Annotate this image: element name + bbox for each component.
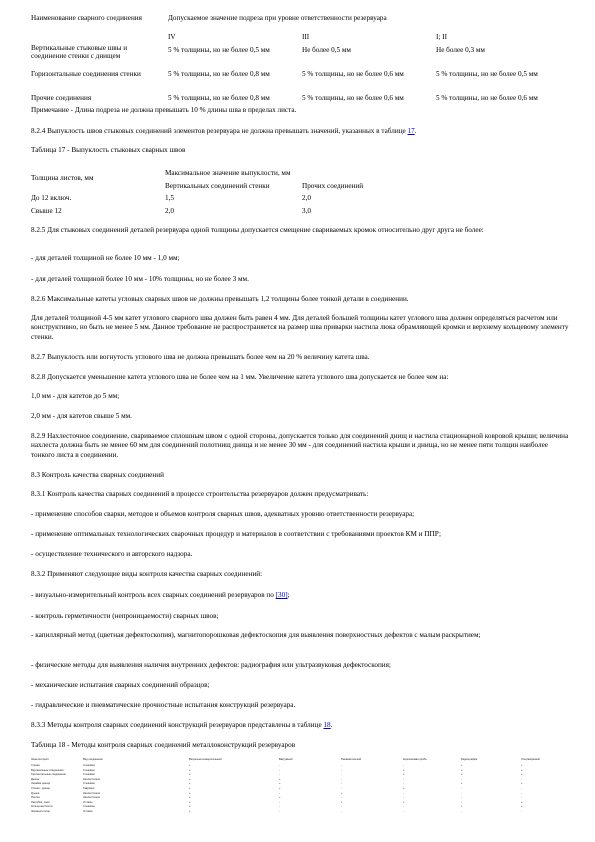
table18-cell: Кольца жесткости: [31, 805, 53, 809]
table-17-link[interactable]: 17: [407, 127, 415, 135]
table18-cell: -: [341, 810, 342, 813]
table18-cell: +: [189, 773, 191, 777]
bullet-item: - капиллярный метод (цветная дефектоскопия), магнитопорошковая дефектоскопия для выявления поверхностных дефектов с малым раскрытием;: [31, 631, 481, 639]
bullet-item: - применение способов сварки, методов и объемов контроля сварных швов, адекватных уровню ответственности резервуара;: [31, 510, 415, 518]
table18-cell: -: [403, 791, 404, 795]
table18-cell: -: [341, 782, 342, 786]
table18-cell: +: [189, 768, 191, 772]
table18-cell: Нахлесточное: [83, 796, 101, 800]
table17-row-other: 2,0: [302, 194, 311, 202]
table16-level-iv: IV: [168, 33, 176, 41]
table18-cell: +: [189, 787, 191, 790]
table17-sub-other: Прочих соединений: [302, 182, 364, 190]
table-18: [31, 758, 571, 818]
paragraph-8-2-4: [31, 127, 417, 135]
table17-row-vertical: 2,0: [165, 207, 174, 215]
table18-header: Пневматический: [341, 758, 362, 761]
bullet-item: - осуществление технического и авторского надзора.: [31, 550, 193, 558]
bullet-item: - механические испытания сварных соединений образцов;: [31, 681, 210, 689]
table18-cell: +: [189, 782, 191, 786]
table16-cell: 5 % толщины, но не более 0,8 мм: [168, 94, 270, 102]
table18-cell: -: [279, 791, 280, 795]
table18-cell: -: [341, 787, 342, 790]
table18-caption: Таблица 18 - Методы контроля сварных соединений металлоконструкций резервуаров: [31, 741, 296, 749]
table18-cell: -: [403, 782, 404, 786]
paragraph-8-2-6: 8.2.6 Максимальные катеты угловых сварных швов не должны превышать 1,2 толщины более тонкой детали в соединении.: [31, 295, 409, 303]
bullet-item: [31, 591, 571, 600]
table18-cell: +: [279, 777, 281, 781]
bullet-item: - для деталей толщиной не более 10 мм - 1,0 мм;: [31, 254, 180, 262]
table18-cell: +: [189, 805, 191, 809]
paragraph-8-2-7: 8.2.7 Выпуклость или вогнутость углового шва не должна превышать более чем на 20 % величину катета шва.: [31, 353, 370, 361]
paragraph-8-3-3: [31, 721, 571, 730]
table16-row-name: Прочие соединения: [31, 94, 92, 102]
table17-sub-vertical: Вертикальных соединений стенки: [165, 182, 270, 190]
table18-cell: -: [279, 773, 280, 777]
paragraph-8-3-1: 8.3.1 Контроль качества сварных соединений в процессе строительства резервуаров должен предусматривать:: [31, 490, 369, 498]
table17-row-other: 3,0: [302, 207, 311, 215]
list-item: 1,0 мм - для катетов до 5 мм;: [31, 392, 120, 400]
table18-cell: Крыша: [31, 791, 40, 795]
table18-cell: +: [461, 805, 463, 809]
table18-cell: Элементы опор: [31, 810, 50, 813]
table18-cell: +: [461, 773, 463, 777]
table18-cell: Днище: [31, 777, 40, 781]
table18-cell: Стыковое: [83, 782, 95, 786]
table17-col-thickness: Толщина листов, мм: [31, 174, 94, 182]
table18-cell: -: [341, 764, 342, 767]
table18-cell: -: [279, 768, 280, 772]
table18-cell: +: [521, 782, 523, 786]
table18-cell: Стенка - днище: [31, 787, 50, 790]
table16-level-i-ii: I; II: [436, 33, 447, 41]
table18-cell: Нахлесточное: [83, 777, 101, 781]
table18-cell: -: [279, 764, 280, 767]
table18-cell: -: [279, 805, 280, 809]
table18-cell: Окрайка днища: [31, 782, 50, 786]
table17-row-thickness: Свыше 12: [31, 207, 62, 215]
table16-cell: 5 % толщины, но не более 0,6 мм: [302, 70, 404, 78]
table18-cell: +: [521, 773, 523, 777]
section-heading-8-3: 8.3 Контроль качества сварных соединений: [31, 471, 164, 479]
paragraph-8-3-2: 8.3.2 Применяют следующие виды контроля качества сварных соединений:: [31, 570, 263, 578]
table18-cell: +: [521, 800, 523, 804]
paragraph-end: .: [414, 127, 417, 135]
table18-cell: +: [341, 800, 343, 804]
table16-col-value-header: Допускаемое значение подреза при уровне ответственности резервуара: [168, 14, 387, 22]
table18-cell: +: [279, 787, 281, 790]
table18-cell: Тавровое: [83, 787, 95, 790]
table18-cell: Стыковое: [83, 773, 95, 777]
table18-cell: -: [279, 800, 280, 804]
table18-cell: -: [403, 777, 404, 781]
table18-cell: +: [189, 777, 191, 781]
table18-cell: Понтон: [31, 796, 40, 800]
table18-cell: Стыковое: [83, 768, 95, 772]
list-item: 2,0 мм - для катетов свыше 5 мм.: [31, 412, 132, 420]
table18-cell: +: [521, 805, 523, 809]
table18-cell: +: [403, 768, 405, 772]
table18-cell: +: [403, 800, 405, 804]
table18-cell: +: [461, 764, 463, 767]
paragraph-text: 8.3.3 Методы контроля сварных соединений конструкций резервуаров представлены в таблице: [31, 721, 324, 729]
table18-header: Вакуумный: [279, 758, 293, 761]
bullet-item: - для деталей толщиной более 10 мм - 10% толщины, но не более 3 мм.: [31, 275, 249, 283]
table18-cell: Патрубки, люки: [31, 800, 50, 804]
table18-cell: -: [461, 791, 462, 795]
table18-cell: +: [521, 764, 523, 767]
table18-cell: -: [521, 796, 522, 800]
table18-cell: -: [521, 777, 522, 781]
table18-cell: -: [521, 791, 522, 795]
paragraph-end: .: [330, 721, 333, 729]
table16-cell: Не более 0,3 мм: [436, 46, 485, 54]
table18-header: Зона контроля: [31, 758, 49, 761]
table18-cell: -: [461, 800, 462, 804]
table18-cell: +: [521, 768, 523, 772]
table17-caption: Таблица 17 - Выпуклость стыковых сварных швов: [31, 146, 186, 154]
table18-cell: -: [403, 764, 404, 767]
table18-header: Вид соединения: [83, 758, 103, 761]
table18-cell: -: [461, 777, 462, 781]
table18-header: Радиография: [461, 758, 478, 761]
table18-cell: -: [341, 768, 342, 772]
table16-note: Примечание - Длина подреза не должна превышать 10 % длины шва в пределах листа.: [31, 106, 297, 114]
table16-cell: 5 % толщины, но не более 0,6 мм: [436, 94, 538, 102]
table18-cell: -: [461, 787, 462, 790]
table18-cell: -: [341, 805, 342, 809]
table18-cell: -: [341, 796, 342, 800]
table18-cell: -: [521, 787, 522, 790]
table-18-link[interactable]: 18: [323, 721, 331, 729]
table18-cell: -: [341, 773, 342, 777]
table18-cell: -: [279, 810, 280, 813]
bullet-end: ;: [287, 591, 290, 599]
table18-cell: +: [403, 787, 405, 790]
table18-cell: +: [189, 764, 191, 767]
table18-cell: Горизонтальные соединения: [31, 773, 66, 777]
table16-level-iii: III: [302, 33, 310, 41]
table18-cell: -: [403, 796, 404, 800]
bullet-item: - физические методы для выявления наличия внутренних дефектов: радиография или ультразвуковая дефектоскопия;: [31, 661, 391, 669]
table18-cell: -: [461, 810, 462, 813]
table16-row-name: Вертикальные стыковые швы и соединение стенки с днищем: [31, 44, 128, 60]
table18-cell: Угловое: [83, 810, 93, 813]
paragraph-8-2-9: 8.2.9 Нахлесточное соединение, свариваемое сплошным швом с одной стороны, допускается только для соединений днищ и настила стационарной ковровой крыши; величина нахлеста должна быть не менее 60 мм для соединений полотнищ днища и не менее 30 мм - для соединений настила крыши и днища, но не менее пяти толщин наиболее тонкого листа в соединении.: [31, 432, 569, 459]
table16-col-name-header: Наименование сварного соединения: [31, 14, 142, 22]
table16-cell: 5 % толщины, но не более 0,8 мм: [168, 70, 270, 78]
table18-cell: Стыковое: [83, 764, 95, 767]
paragraph-8-2-5: 8.2.5 Для стыковых соединений деталей резервуара одной толщины допускается смещение свариваемых кромок относительно друг друга не более:: [31, 226, 484, 234]
bullet-text: - визуально-измерительный контроль всех сварных соединений резервуаров по: [31, 591, 276, 599]
table16-cell: 5 % толщины, но не более 0,5 мм: [436, 70, 538, 78]
paragraph-text: 8.2.4 Выпуклость швов стыковых соединений элементов резервуара не должна превышать значений, указанных в таблице: [31, 127, 408, 135]
table18-cell: -: [521, 810, 522, 813]
table18-cell: -: [461, 796, 462, 800]
table18-header: Ультразвуковой: [521, 758, 540, 761]
table18-cell: +: [341, 791, 343, 795]
table18-header: Керосиновая проба: [403, 758, 427, 761]
table18-cell: +: [279, 796, 281, 800]
table16-cell: 5 % толщины, но не более 0,5 мм: [168, 46, 270, 54]
table18-cell: Угловое: [83, 800, 93, 804]
table18-cell: -: [341, 777, 342, 781]
table18-cell: +: [189, 796, 191, 800]
table18-cell: +: [189, 810, 191, 813]
bullet-item: - контроль герметичности (непроницаемости) сварных швов;: [31, 612, 219, 620]
table18-cell: +: [189, 800, 191, 804]
table18-cell: Вертикальные соединения: [31, 768, 64, 772]
table18-cell: Стыковое: [83, 805, 95, 809]
table18-cell: +: [461, 782, 463, 786]
table18-cell: Нахлесточное: [83, 791, 101, 795]
table18-cell: +: [189, 791, 191, 795]
table16-cell: 5 % толщины, но не более 0,6 мм: [302, 94, 404, 102]
table18-cell: -: [403, 805, 404, 809]
table18-cell: +: [279, 782, 281, 786]
reference-30-link[interactable]: [30]: [275, 591, 288, 599]
bullet-item: - применение оптимальных технологических сварочных процедур и материалов в соответствии с требованиями проектов КМ и ППР;: [31, 530, 441, 538]
table17-row-vertical: 1,5: [165, 194, 174, 202]
table17-col-max: Максимальное значение выпуклости, мм: [165, 169, 291, 177]
table16-cell: Не более 0,5 мм: [302, 46, 351, 54]
table18-cell: -: [403, 810, 404, 813]
table18-cell: +: [461, 768, 463, 772]
bullet-item: - гидравлические и пневматические прочностные испытания конструкций резервуара.: [31, 701, 296, 709]
paragraph-8-2-6-detail: Для деталей толщиной 4-5 мм катет углового сварного шва должен быть равен 4 мм. Для деталей большей толщины катет углового шва должен определяться расчетом или конструктивно, но быть не менее 5 мм. Данное требование не распространяется на размер шва приварки настила люка обрамляющей кромки и верхнему кольцевому элементу стенки.: [31, 314, 569, 341]
table16-row-name: Горизонтальные соединения стенки: [31, 70, 141, 78]
table17-row-thickness: До 12 включ.: [31, 194, 72, 202]
table18-header: Визуально-измерительный: [189, 758, 222, 761]
table18-cell: +: [403, 773, 405, 777]
paragraph-8-2-8: 8.2.8 Допускается уменьшение катета углового шва не более чем на 1 мм. Увеличение катета углового шва допускается не более чем на:: [31, 373, 449, 381]
table18-cell: Стенка: [31, 764, 40, 767]
